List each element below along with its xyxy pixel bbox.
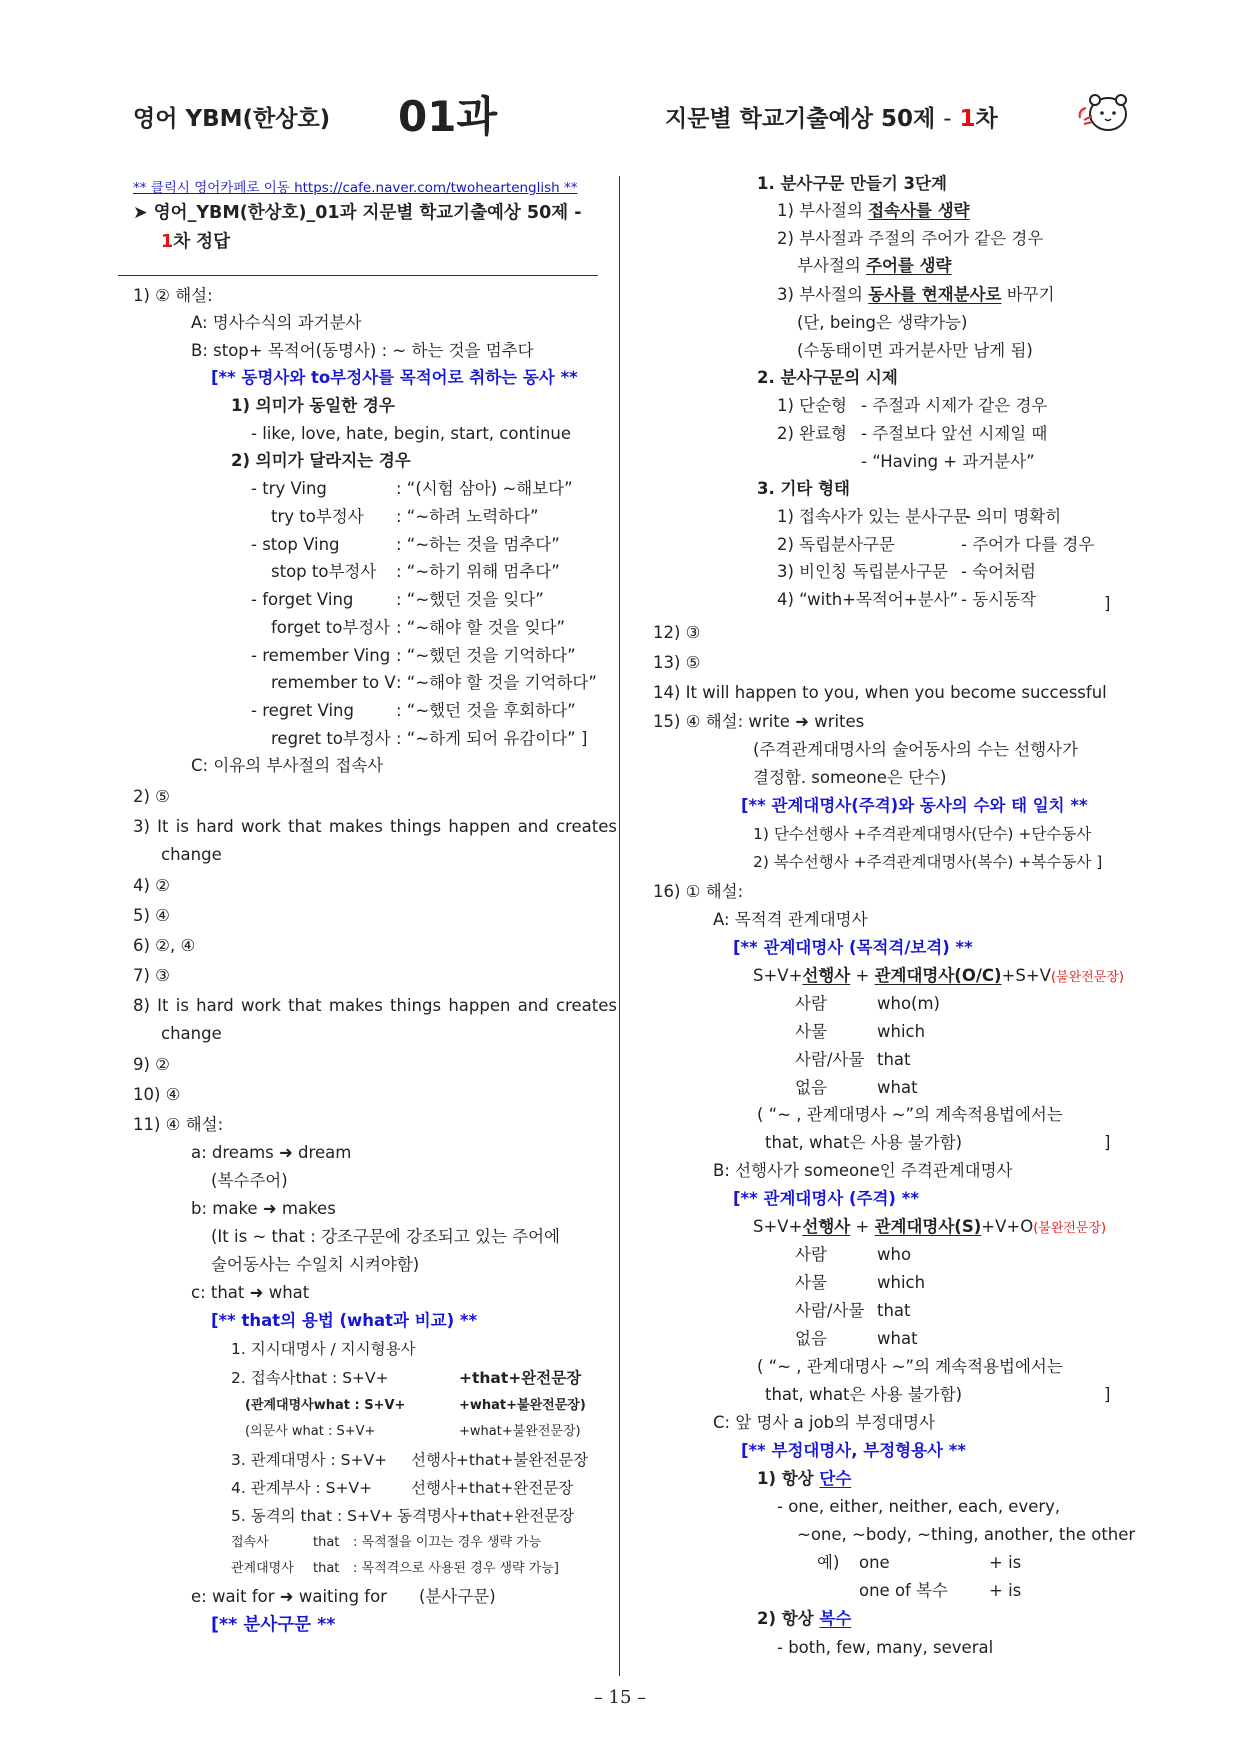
rel-obj-none: 없음	[795, 1078, 827, 1097]
rel-subj-person: 사람	[795, 1245, 827, 1264]
formula-b-prefix: S+V+	[753, 1217, 803, 1236]
answer-3-cont: change	[161, 845, 222, 864]
other-forms-close: ]	[1104, 594, 1111, 613]
omit-rel-that: that	[313, 1561, 340, 1576]
other-form-1: 1) 접속사가 있는 분사구문	[777, 507, 970, 526]
tense-perfect-desc: - 주절보다 앞선 시제일 때	[861, 424, 1048, 443]
verb-regret-ving-meaning: : “~했던 것을 후회하다”	[396, 701, 576, 720]
verb-forget-to: forget to부정사	[271, 618, 391, 637]
answer-1-b: B: stop+ 목적어(동명사) : ~ 하는 것을 멈추다	[191, 341, 534, 360]
participle-step-3-note2: (수동태이면 과거분사만 남게 됨)	[797, 341, 1033, 360]
answer-6: 6) ②, ④	[133, 936, 196, 955]
title-round-number: 1	[959, 106, 976, 132]
formula-a-prefix: S+V+	[753, 966, 803, 985]
formula-a-plus: +	[850, 966, 875, 985]
cafe-link[interactable]: ** 클릭시 영어카페로 이동 https://cafe.naver.com/twoheartenglish **	[133, 180, 578, 196]
that-usage-2b: (관계대명사what : S+V+	[245, 1398, 406, 1413]
verb-stop-to-meaning: : “~하기 위해 멈추다”	[396, 562, 560, 581]
formula-b-plus: +	[850, 1217, 875, 1236]
that-usage-5-result: 동격명사+that+완전문장	[397, 1507, 575, 1525]
rel-obj-thing-val: which	[877, 1022, 926, 1041]
other-form-2-desc: - 주어가 다를 경우	[961, 535, 1095, 554]
tense-simple-desc: - 주절과 시제가 같은 경우	[861, 396, 1048, 415]
answer-11-c: c: that ➜ what	[191, 1283, 310, 1302]
arrow-icon: ➤	[133, 203, 148, 223]
always-plural-label: 2) 항상	[757, 1609, 820, 1628]
participle-step-2: 2) 부사절과 주절의 주어가 같은 경우	[777, 229, 1044, 248]
singular-list-1: - one, either, neither, each, every,	[777, 1497, 1061, 1516]
example-one-of: one of 복수	[859, 1581, 948, 1600]
that-usage-3-result: 선행사+that+불완전문장	[411, 1451, 589, 1469]
answer-1-c: C: 이유의 부사절의 접속사	[191, 756, 384, 775]
other-form-2: 2) 독립분사구문	[777, 535, 895, 554]
rel-objective-formula	[753, 964, 1124, 990]
rel-subj-thing: 사물	[795, 1273, 827, 1292]
answer-15-note1: (주격관계대명사의 술어동사의 수는 선행사가	[753, 740, 1079, 759]
that-usage-1: 1. 지시대명사 / 지시형용사	[231, 1340, 416, 1358]
page-header	[0, 80, 1240, 150]
rel-obj-both-val: that	[877, 1050, 911, 1069]
verb-regret-to: regret to부정사	[271, 729, 391, 748]
rel-obj-nonrestrictive-1: ( “~ , 관계대명사 ~”의 계속적용법에서는	[757, 1105, 1063, 1124]
answer-11-b-note1: (It is ~ that : 강조구문에 강조되고 있는 주어에	[211, 1227, 560, 1246]
note-participle: [** 분사구문 **	[211, 1615, 336, 1635]
agreement-singular: 1) 단수선행사 +주격관계대명사(단수) +단수동사	[753, 825, 1092, 843]
answer-11-a-note: (복수주어)	[211, 1171, 288, 1190]
verb-regret-to-meaning: : “~하게 되어 유감이다” ]	[396, 729, 588, 748]
title-dash: -	[943, 106, 952, 132]
answer-15: 15) ④ 해설: write ➜ writes	[653, 712, 865, 731]
that-usage-2c: (의문사 what : S+V+	[245, 1424, 376, 1439]
rel-subj-none: 없음	[795, 1329, 827, 1348]
answer-title-line1	[133, 201, 582, 225]
singular-list-2: ~one, ~body, ~thing, another, the other	[797, 1525, 1136, 1544]
answer-title-round: 1	[161, 232, 174, 252]
formula-b-antecedent: 선행사	[802, 1217, 851, 1236]
verb-try-ving: - try Ving	[251, 479, 327, 498]
verb-stop-to: stop to부정사	[271, 562, 377, 581]
title-main: 지문별 학교기출예상 50제	[665, 106, 936, 132]
answer-14: 14) It will happen to you, when you become successful	[653, 683, 1107, 702]
rel-subj-thing-val: which	[877, 1273, 926, 1292]
note-rel-subject-agreement: [** 관계대명사(주격)와 동사의 수와 태 일치 **	[741, 796, 1088, 815]
answer-1-a: A: 명사수식의 과거분사	[191, 313, 362, 332]
answer-16-b: B: 선행사가 someone인 주격관계대명사	[713, 1161, 1013, 1180]
always-plural	[757, 1607, 851, 1631]
tense-perfect-form: - “Having + 과거분사”	[861, 452, 1035, 471]
verb-remember-to: remember to V	[271, 673, 396, 692]
note-same-verbs: - like, love, hate, begin, start, continue	[251, 424, 572, 443]
example-label: 예)	[817, 1553, 840, 1572]
that-usage-2b-result: +what+불완전문장)	[459, 1398, 586, 1413]
answer-16: 16) ① 해설:	[653, 882, 744, 901]
formula-b-relpronoun: 관계대명사(S)	[874, 1217, 982, 1236]
rel-subj-nonrestrictive-1: ( “~ , 관계대명사 ~”의 계속적용법에서는	[757, 1357, 1063, 1376]
participle-step-3	[777, 283, 1055, 307]
that-usage-2: 2. 접속사that : S+V+	[231, 1369, 389, 1387]
formula-a-antecedent: 선행사	[802, 966, 851, 985]
other-forms-title: 3. 기타 형태	[757, 479, 850, 498]
answer-1: 1) ② 해설:	[133, 286, 213, 305]
always-singular-label: 1) 항상	[757, 1469, 820, 1488]
answer-11-b: b: make ➜ makes	[191, 1199, 336, 1218]
answer-3: 3) It is hard work that makes things happen and creates	[133, 817, 617, 836]
answer-title-line2	[161, 230, 230, 254]
tense-perfect: 2) 완료형	[777, 424, 847, 443]
formula-a-relpronoun: 관계대명사(O/C)	[874, 966, 1002, 985]
rel-subj-nonrestrictive-2: that, what은 사용 불가함)	[765, 1385, 963, 1404]
verb-stop-ving-meaning: : “~하는 것을 멈추다”	[396, 535, 560, 554]
agreement-plural: 2) 복수선행사 +주격관계대명사(복수) +복수동사 ]	[753, 853, 1103, 871]
verb-remember-to-meaning: : “~해야 할 것을 기억하다”	[396, 673, 597, 692]
example-one-is: + is	[989, 1553, 1022, 1572]
rel-obj-thing: 사물	[795, 1022, 827, 1041]
verb-stop-ving: - stop Ving	[251, 535, 340, 554]
note-rel-subjective: [** 관계대명사 (주격) **	[733, 1189, 919, 1208]
omit-rel-rule: : 목적격으로 사용된 경우 생략 가능]	[353, 1561, 559, 1576]
rel-subj-close: ]	[1104, 1385, 1111, 1404]
note-rel-objective: [** 관계대명사 (목적격/보격) **	[733, 938, 973, 957]
always-singular	[757, 1467, 851, 1491]
subject-label: 영어 YBM(한상호)	[133, 106, 331, 132]
answer-8-cont: change	[161, 1024, 222, 1043]
rel-obj-both: 사람/사물	[795, 1050, 865, 1069]
note-same-meaning: 1) 의미가 동일한 경우	[231, 396, 395, 415]
answer-11-a: a: dreams ➜ dream	[191, 1143, 352, 1162]
bear-mascot-icon	[1076, 88, 1132, 138]
lesson-number: 01과	[398, 92, 498, 141]
answer-7: 7) ③	[133, 966, 170, 985]
omit-conj-label: 접속사	[231, 1535, 269, 1550]
rel-obj-nonrestrictive-2: that, what은 사용 불가함)	[765, 1133, 963, 1152]
verb-remember-ving: - remember Ving	[251, 646, 391, 665]
participle-step-2-cont	[797, 254, 951, 278]
answer-11-e-note: (분사구문)	[419, 1587, 496, 1606]
rel-subjective-formula	[753, 1215, 1106, 1241]
step-1-emph: 접속사를 생략	[868, 201, 970, 220]
verb-try-to: try to부정사	[271, 507, 364, 526]
verb-remember-ving-meaning: : “~했던 것을 기억하다”	[396, 646, 576, 665]
rel-obj-person: 사람	[795, 994, 827, 1013]
step-3-emph: 동사를 현재분사로	[868, 285, 1002, 304]
rel-obj-close: ]	[1104, 1133, 1111, 1152]
verb-try-ving-meaning: : “(시험 삼아) ~해보다”	[396, 479, 573, 498]
answer-title-text: 영어_YBM(한상호)_01과 지문별 학교기출예상 50제 -	[153, 203, 582, 223]
note-diff-meaning: 2) 의미가 달라지는 경우	[231, 451, 411, 470]
that-usage-4-result: 선행사+that+완전문장	[411, 1479, 574, 1497]
title-round-suffix: 차	[975, 106, 998, 132]
answer-11-b-note2: 술어동사는 수일치 시켜야함)	[211, 1255, 420, 1274]
other-form-3: 3) 비인칭 독립분사구문	[777, 562, 948, 581]
answer-13: 13) ⑤	[653, 653, 701, 672]
note-gerund-infinitive: [** 동명사와 to부정사를 목적어로 취하는 동사 **	[211, 368, 578, 387]
participle-tense-title: 2. 분사구문의 시제	[757, 368, 898, 387]
other-form-4-desc: - 동시동작	[961, 590, 1036, 609]
that-usage-3: 3. 관계대명사 : S+V+	[231, 1451, 388, 1469]
that-usage-2-result: +that+완전문장	[459, 1369, 582, 1387]
participle-step-title: 1. 분사구문 만들기 3단계	[757, 174, 947, 193]
that-usage-2c-result: +what+불완전문장)	[459, 1424, 581, 1439]
formula-b-note: (불완전문장)	[1033, 1221, 1107, 1236]
rel-subj-both-val: that	[877, 1301, 911, 1320]
other-form-3-desc: - 숙어처럼	[961, 562, 1036, 581]
verb-try-to-meaning: : “~하려 노력하다”	[396, 507, 539, 526]
document-title	[665, 100, 998, 133]
answer-16-c: C: 앞 명사 a job의 부정대명사	[713, 1413, 936, 1432]
step-3-text: 3) 부사절의	[777, 285, 869, 304]
answer-11: 11) ④ 해설:	[133, 1115, 224, 1134]
answer-8: 8) It is hard work that makes things happen and creates	[133, 996, 617, 1015]
participle-step-3-note1: (단, being은 생략가능)	[797, 313, 968, 332]
omit-rel-label: 관계대명사	[231, 1561, 294, 1576]
answer-9: 9) ②	[133, 1055, 170, 1074]
step-3-tail: 바꾸기	[1001, 285, 1055, 304]
verb-forget-to-meaning: : “~해야 할 것을 잊다”	[396, 618, 566, 637]
answer-12: 12) ③	[653, 623, 701, 642]
example-one-of-is: + is	[989, 1581, 1022, 1600]
that-usage-5: 5. 동격의 that : S+V+	[231, 1507, 394, 1525]
note-indefinite: [** 부정대명사, 부정형용사 **	[741, 1441, 966, 1460]
verb-regret-ving: - regret Ving	[251, 701, 354, 720]
always-singular-emph: 단수	[819, 1469, 852, 1488]
answer-10: 10) ④	[133, 1085, 181, 1104]
rel-obj-none-val: what	[877, 1078, 918, 1097]
formula-b-tail: +V+O	[981, 1217, 1034, 1236]
answer-4: 4) ②	[133, 876, 170, 895]
note-that-usage: [** that의 용법 (what과 비교) **	[211, 1311, 478, 1330]
omit-conj-rule: : 목적절을 이끄는 경우 생략 가능	[353, 1535, 542, 1550]
step-2-emph: 주어를 생략	[866, 256, 952, 275]
answer-15-note2: 결정함. someone은 단수)	[753, 768, 947, 787]
verb-forget-ving-meaning: : “~했던 것을 잊다”	[396, 590, 544, 609]
formula-a-note: (불완전문장)	[1050, 970, 1124, 985]
rel-subj-both: 사람/사물	[795, 1301, 865, 1320]
answer-2: 2) ⑤	[133, 787, 170, 806]
step-2-text: 부사절의	[797, 256, 867, 275]
formula-a-tail: +S+V	[1001, 966, 1051, 985]
step-1-text: 1) 부사절의	[777, 201, 869, 220]
answer-5: 5) ④	[133, 906, 170, 925]
page-number: – 15 –	[593, 1687, 647, 1708]
answer-title-suffix: 차 정답	[173, 232, 230, 252]
always-plural-emph: 복수	[819, 1609, 852, 1628]
rel-subj-none-val: what	[877, 1329, 918, 1348]
answer-11-e: e: wait for ➜ waiting for	[191, 1587, 387, 1606]
participle-step-1	[777, 199, 970, 223]
rel-subj-person-val: who	[877, 1245, 912, 1264]
answer-title-rule	[118, 275, 598, 276]
tense-simple: 1) 단순형	[777, 396, 847, 415]
rel-obj-person-val: who(m)	[877, 994, 940, 1013]
column-divider	[619, 176, 620, 1676]
answer-16-a: A: 목적격 관계대명사	[713, 910, 868, 929]
plural-list: - both, few, many, several	[777, 1638, 994, 1657]
verb-forget-ving: - forget Ving	[251, 590, 354, 609]
omit-conj-that: that	[313, 1535, 340, 1550]
other-form-1-desc: - 의미 명확히	[965, 507, 1062, 526]
example-one: one	[859, 1553, 890, 1572]
other-form-4: 4) “with+목적어+분사”	[777, 590, 959, 609]
that-usage-4: 4. 관계부사 : S+V+	[231, 1479, 373, 1497]
